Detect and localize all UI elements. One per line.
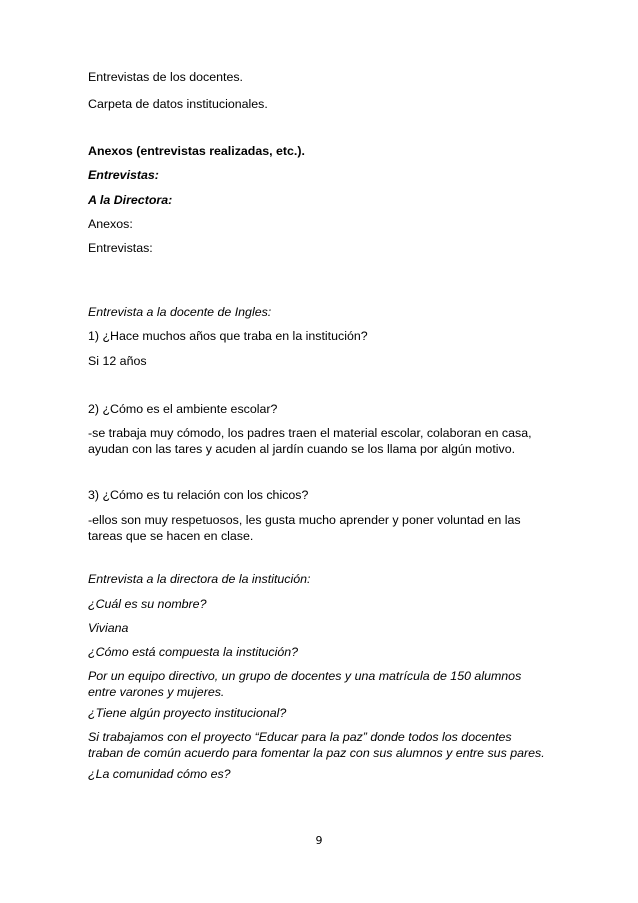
answer: Si trabajamos con el proyecto “Educar para la paz” donde todos los docentes traban de común acuerdo para fomentar la paz con sus alumnos y entre sus pares. [88,730,545,760]
interview-title-english-teacher: Entrevista a la docente de Ingles: [88,305,272,319]
interview-title-director: Entrevista a la directora de la institución: [88,572,311,586]
question: ¿La comunidad cómo es? [88,767,231,781]
answer: Por un equipo directivo, un grupo de docentes y una matrícula de 150 alumnos entre varones y mujeres. [88,669,522,699]
text-line: Anexos: [88,217,133,231]
section-heading-anexos: Anexos (entrevistas realizadas, etc.). [88,144,305,158]
question: ¿Cómo está compuesta la institución? [88,645,299,659]
question: 3) ¿Cómo es tu relación con los chicos? [88,488,309,502]
answer: Viviana [88,621,129,635]
answer: Si 12 años [88,354,147,368]
question: ¿Tiene algún proyecto institucional? [88,706,287,720]
text-line: Entrevistas: [88,241,153,255]
text-line: Carpeta de datos institucionales. [88,97,268,111]
question: 1) ¿Hace muchos años que traba en la institución? [88,329,368,343]
answer: -ellos son muy respetuosos, les gusta mucho aprender y poner voluntad en las tareas que se hacen en clase. [88,513,521,543]
heading-a-la-directora: A la Directora: [88,193,173,207]
question: 2) ¿Cómo es el ambiente escolar? [88,402,278,416]
question: ¿Cuál es su nombre? [88,597,207,611]
text-line: Entrevistas de los docentes. [88,70,243,84]
answer: -se trabaja muy cómodo, los padres traen el material escolar, colaboran en casa, ayudan con las tares y acuden al jardín cuando se los llama por algún motivo. [88,426,532,456]
heading-entrevistas: Entrevistas: [88,168,159,182]
page-number: 9 [315,834,323,847]
